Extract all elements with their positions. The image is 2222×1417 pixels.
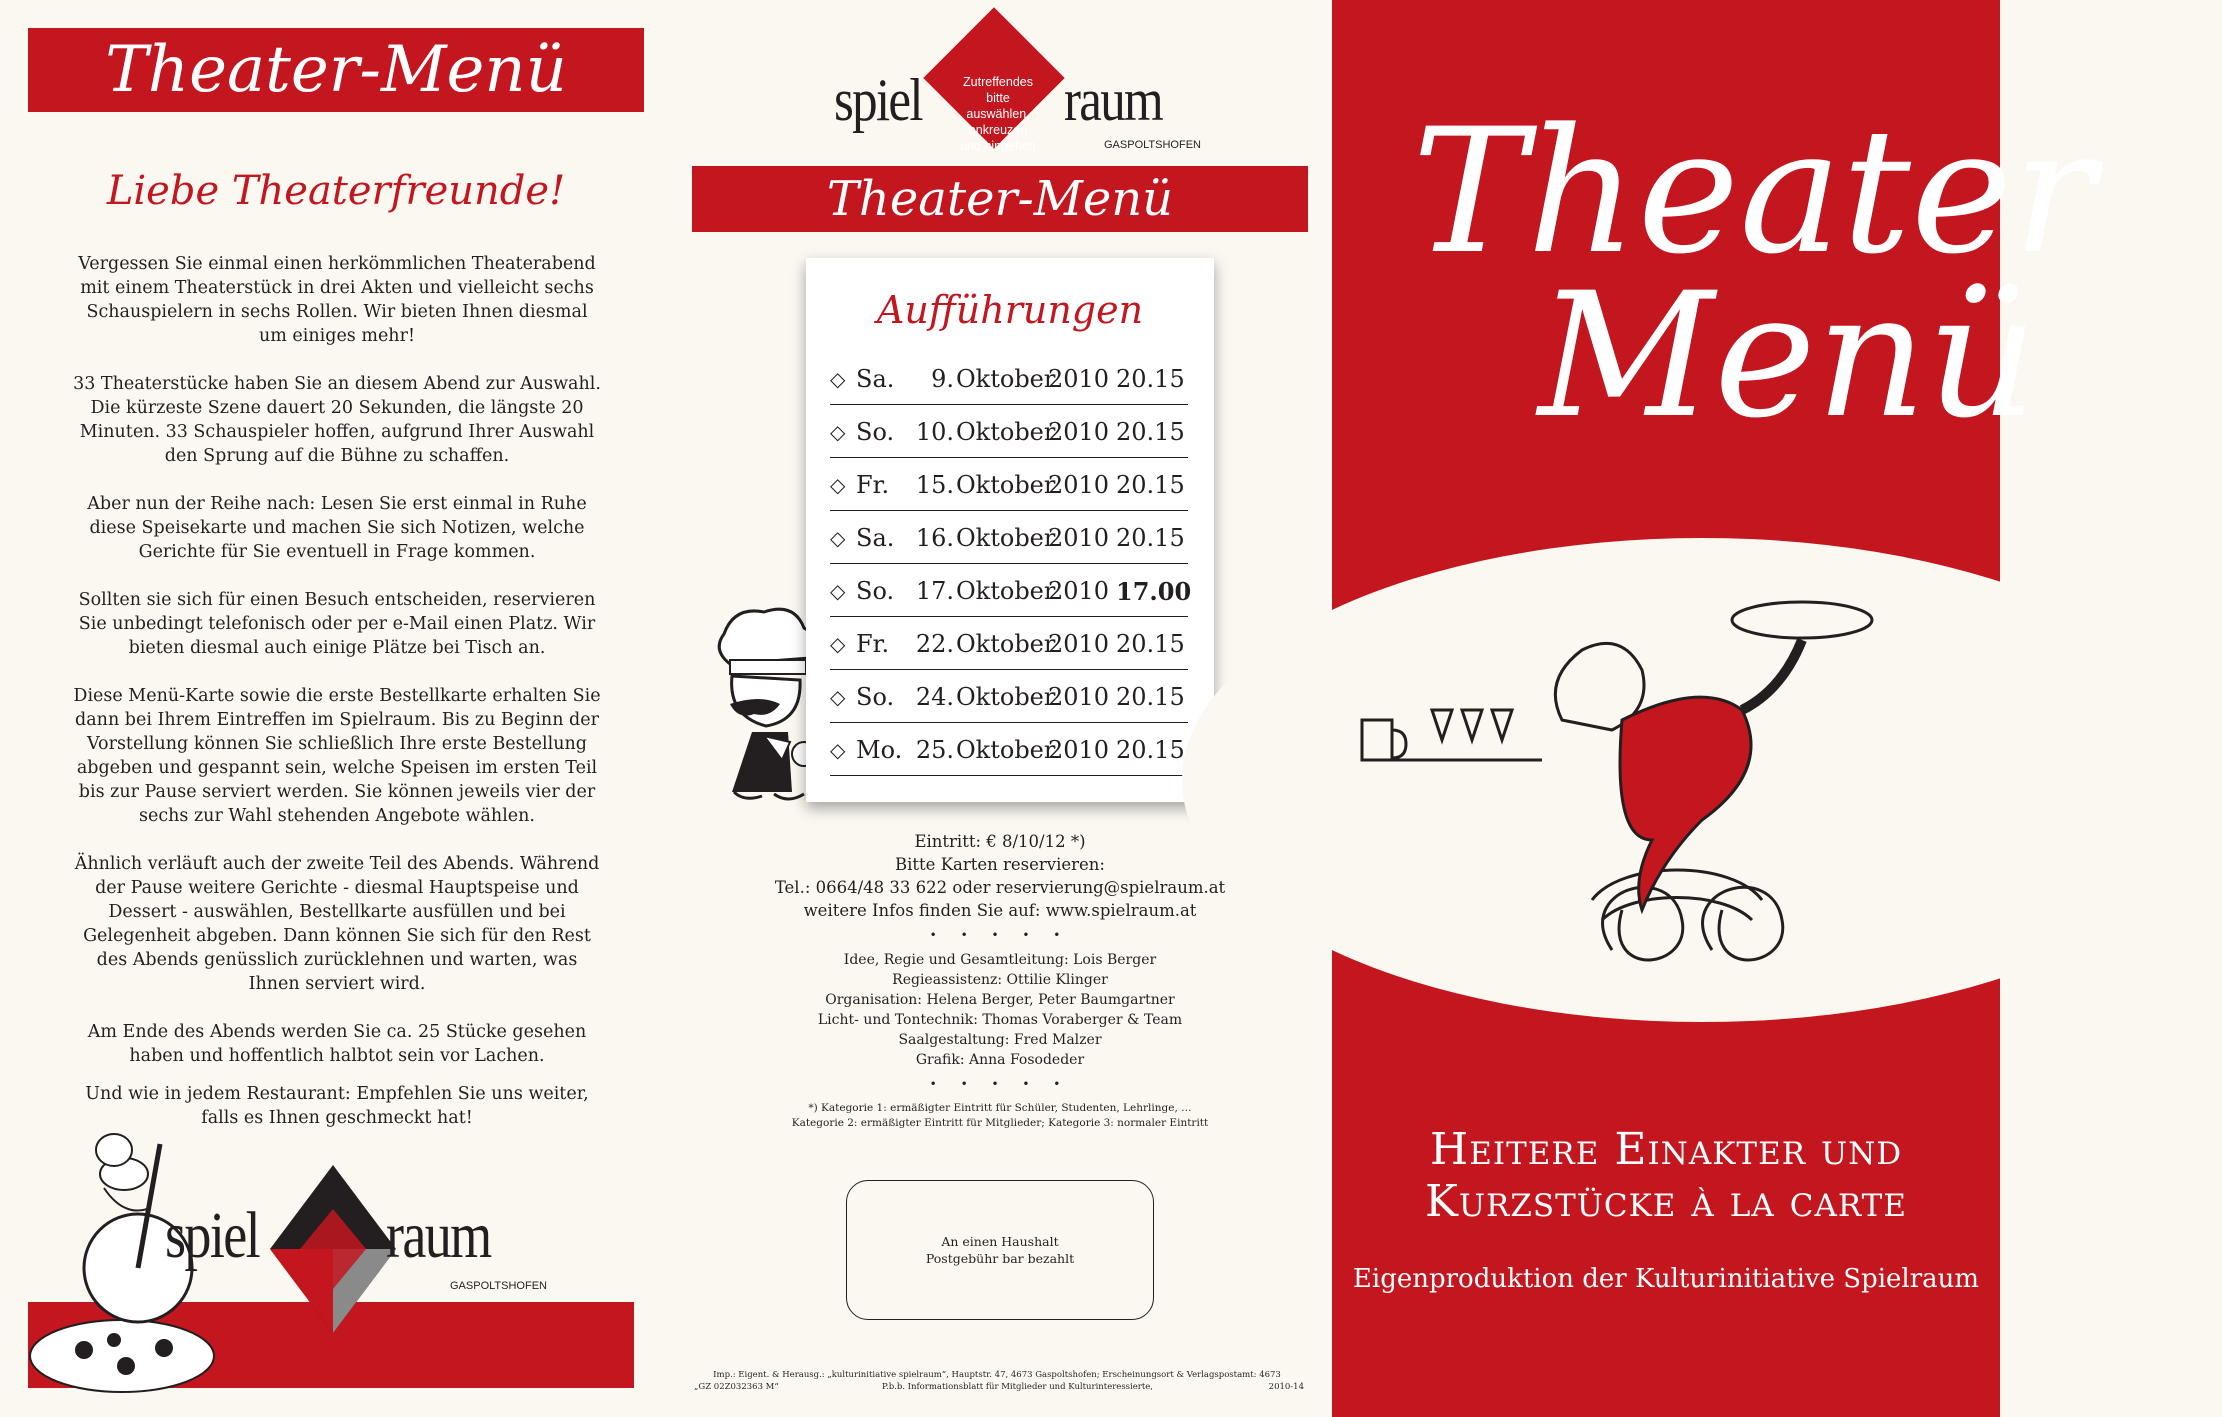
performance-date: 15. <box>915 471 954 499</box>
performance-row[interactable] <box>830 722 1188 776</box>
performance-month: Oktober <box>956 736 1056 764</box>
performance-day: Sa. <box>856 524 895 552</box>
credit-line: Licht- und Tontechnik: Thomas Voraberger & Team <box>817 1012 1183 1028</box>
checkbox-diamond-icon[interactable]: ◇ <box>830 473 846 497</box>
performance-date: 10. <box>915 418 954 446</box>
performance-row[interactable] <box>830 510 1188 564</box>
performance-month: Oktober <box>956 577 1056 605</box>
checkbox-diamond-icon[interactable]: ◇ <box>830 632 846 656</box>
performance-month: Oktober <box>956 471 1056 499</box>
intro-paragraph: Vergessen Sie einmal einen herkömmlichen Theaterabend mit einem Theaterstück in drei Akten und vielleicht sechs Schauspielern in sechs Rollen. Wir bieten Ihnen diesmal um einiges mehr! <box>78 254 596 346</box>
credit-line: Idee, Regie und Gesamtleitung: Lois Berger <box>843 952 1157 968</box>
performance-year: 2010 <box>1048 524 1110 552</box>
performance-time: 20.15 <box>1116 736 1185 764</box>
dots-divider: • • • • • <box>929 1077 1071 1091</box>
performance-day: Fr. <box>856 471 890 499</box>
performance-time: 20.15 <box>1116 524 1185 552</box>
left-logo-spiel: spiel <box>165 1199 260 1272</box>
cover-title-menue: Menü <box>1538 255 2038 456</box>
performance-time: 17.00 <box>1116 577 1192 606</box>
intro-text <box>72 252 602 1154</box>
imprint <box>690 1369 1304 1393</box>
mail-line: Postgebühr bar bezahlt <box>925 1251 1075 1266</box>
performance-day: Sa. <box>856 365 895 393</box>
credits <box>692 950 1308 1070</box>
mailing-text <box>847 1233 1153 1267</box>
performance-time: 20.15 <box>1116 471 1185 499</box>
note-line: *) Kategorie 1: ermäßigter Eintritt für Schüler, Studenten, Lehrlinge, … <box>808 1102 1192 1114</box>
middle-banner-title: Theater-Menü <box>826 171 1174 227</box>
checkbox-diamond-icon[interactable]: ◇ <box>830 738 846 762</box>
performance-month: Oktober <box>956 683 1056 711</box>
intro-paragraph: 33 Theaterstücke haben Sie an diesem Abend zur Auswahl. Die kürzeste Szene dauert 20 Sekunden, die längste 20 Minuten. 33 Schauspieler hoffen, aufgrund Ihrer Auswahl den Sprung auf die Bühne zu schaffen. <box>73 374 601 466</box>
checkbox-diamond-icon[interactable]: ◇ <box>830 420 846 444</box>
intro-paragraph: Diese Menü-Karte sowie die erste Bestellkarte erhalten Sie dann bei Ihrem Eintreffen im Spielraum. Bis zu Beginn der Vorstellung können Sie schließlich Ihre erste Bestellung abgeben und gespannt sein, welche Speisen im ersten Teil bis zur Pause serviert werden. Sie können jeweils vier der sechs zur Wahl stehenden Angebote wählen. <box>73 686 601 826</box>
intro-paragraph: Und wie in jedem Restaurant: Empfehlen Sie uns weiter, falls es Ihnen geschmeckt hat! <box>85 1084 589 1128</box>
checkbox-diamond-icon[interactable]: ◇ <box>830 685 846 709</box>
cover-panel <box>1332 0 2095 1417</box>
dots-divider: • • • • • <box>929 928 1071 942</box>
diamond-note: Zutreffendes bitte auswählen, ankreuzen und hingehen <box>960 75 1036 153</box>
performances-title: Aufführungen <box>876 288 1144 332</box>
intro-paragraph: Sollten sie sich für einen Besuch entscheiden, reservieren Sie unbedingt telefonisch oder per e-Mail einen Platz. Wir bieten diesmal auch einige Plätze bei Tisch an. <box>78 590 596 658</box>
admission-price: Eintritt: € 8/10/12 *) <box>914 832 1086 851</box>
left-banner-title: Theater-Menü <box>105 33 567 107</box>
checkbox-diamond-icon[interactable]: ◇ <box>830 579 846 603</box>
performance-date: 24. <box>915 683 954 711</box>
performance-month: Oktober <box>956 418 1056 446</box>
performance-time: 20.15 <box>1116 683 1185 711</box>
imprint-code: 2010-14 <box>1268 1382 1304 1392</box>
cover-tagline: Eigenproduktion der Kulturinitiative Spielraum <box>1352 1264 1980 1294</box>
mailing-address-box <box>846 1180 1154 1320</box>
imprint-gz: „GZ 02Z032363 M“ <box>694 1382 779 1392</box>
performance-year: 2010 <box>1048 683 1110 711</box>
contact-line: Tel.: 0664/48 33 622 oder reservierung@spielraum.at <box>774 878 1226 897</box>
imprint-line: Imp.: Eigent. & Herausg.: „kulturinitiative spielraum“, Hauptstr. 47, 4673 Gaspoltshofen; Erscheinungsort & Verlagspostamt: 4673 <box>713 1370 1281 1380</box>
middle-logo-place: GASPOLTSHOFEN <box>1104 139 1201 151</box>
middle-banner <box>692 166 1308 232</box>
cover-title-theater: Theater <box>1412 91 2095 292</box>
performance-row[interactable] <box>830 563 1192 617</box>
waiter-illustration <box>1332 570 2000 990</box>
credit-line: Organisation: Helena Berger, Peter Baumgartner <box>825 992 1175 1008</box>
reservation-note: Bitte Karten reservieren: <box>895 855 1105 874</box>
performance-day: So. <box>856 577 895 605</box>
performance-date: 17. <box>915 577 954 605</box>
greeting-heading: Liebe Theaterfreunde! <box>106 168 566 214</box>
credit-line: Regieassistenz: Ottilie Klinger <box>892 972 1108 988</box>
performance-day: So. <box>856 683 895 711</box>
intro-paragraph: Am Ende des Abends werden Sie ca. 25 Stücke gesehen haben und hoffentlich halbtot sein vor Lachen. <box>87 1022 587 1066</box>
left-logo-place: GASPOLTSHOFEN <box>450 1280 547 1292</box>
left-banner <box>28 28 644 112</box>
performance-year: 2010 <box>1048 577 1110 605</box>
performance-year: 2010 <box>1048 471 1110 499</box>
performance-row[interactable] <box>830 404 1188 458</box>
performances-card <box>806 258 1214 802</box>
website-line: weitere Infos finden Sie auf: www.spielraum.at <box>803 901 1197 920</box>
performance-row[interactable] <box>830 616 1188 670</box>
performance-year: 2010 <box>1048 365 1110 393</box>
performance-year: 2010 <box>1048 418 1110 446</box>
performance-date: 22. <box>915 630 954 658</box>
credit-line: Grafik: Anna Fosodeder <box>915 1052 1085 1068</box>
performance-time: 20.15 <box>1116 365 1185 393</box>
performance-year: 2010 <box>1048 630 1110 658</box>
performance-month: Oktober <box>956 630 1056 658</box>
performance-row[interactable] <box>830 457 1188 511</box>
performance-row[interactable] <box>830 351 1188 405</box>
intro-paragraph: Ähnlich verläuft auch der zweite Teil des Abends. Während der Pause weitere Gerichte - diesmal Hauptspeise und Dessert - auswählen, Bestellkarte ausfüllen und bei Gelegenheit abgeben. Dann können Sie sich für den Rest des Abends genüsslich zurücklehnen und warten, was Ihnen serviert wird. <box>74 854 600 994</box>
performance-month: Oktober <box>956 365 1056 393</box>
performance-date: 25. <box>915 736 954 764</box>
performance-day: Fr. <box>856 630 890 658</box>
credit-line: Saalgestaltung: Fred Malzer <box>898 1032 1102 1048</box>
performance-day: So. <box>856 418 895 446</box>
note-line: Kategorie 2: ermäßigter Eintritt für Mitglieder; Kategorie 3: normaler Eintritt <box>791 1117 1209 1129</box>
performance-day: Mo. <box>856 736 903 764</box>
performance-date: 9. <box>931 365 954 393</box>
imprint-pbb: P.b.b. Informationsblatt für Mitglieder und Kulturinteressierte, <box>882 1382 1154 1392</box>
performance-date: 16. <box>915 524 954 552</box>
spielraum-logo-diamond <box>270 1165 396 1333</box>
checkbox-diamond-icon[interactable]: ◇ <box>830 526 846 550</box>
checkbox-diamond-icon[interactable]: ◇ <box>830 367 846 391</box>
intro-paragraph: Aber nun der Reihe nach: Lesen Sie erst einmal in Ruhe diese Speisekarte und machen Sie sich Notizen, welche Gerichte für Sie eventuell in Frage kommen. <box>87 494 587 562</box>
category-notes <box>692 1101 1308 1131</box>
cover-subtitle-line1: Heitere Einakter und <box>1429 1124 1903 1175</box>
middle-logo-raum: raum <box>1064 67 1162 133</box>
left-logo-raum: raum <box>386 1199 491 1272</box>
middle-logo-spiel: spiel <box>834 67 922 133</box>
performance-month: Oktober <box>956 524 1056 552</box>
performance-year: 2010 <box>1048 736 1110 764</box>
performance-row[interactable] <box>830 669 1188 723</box>
cover-subtitle-line2: Kurzstücke à la carte <box>1425 1176 1907 1227</box>
performance-time: 20.15 <box>1116 418 1185 446</box>
mail-line: An einen Haushalt <box>941 1234 1059 1249</box>
performance-time: 20.15 <box>1116 630 1185 658</box>
